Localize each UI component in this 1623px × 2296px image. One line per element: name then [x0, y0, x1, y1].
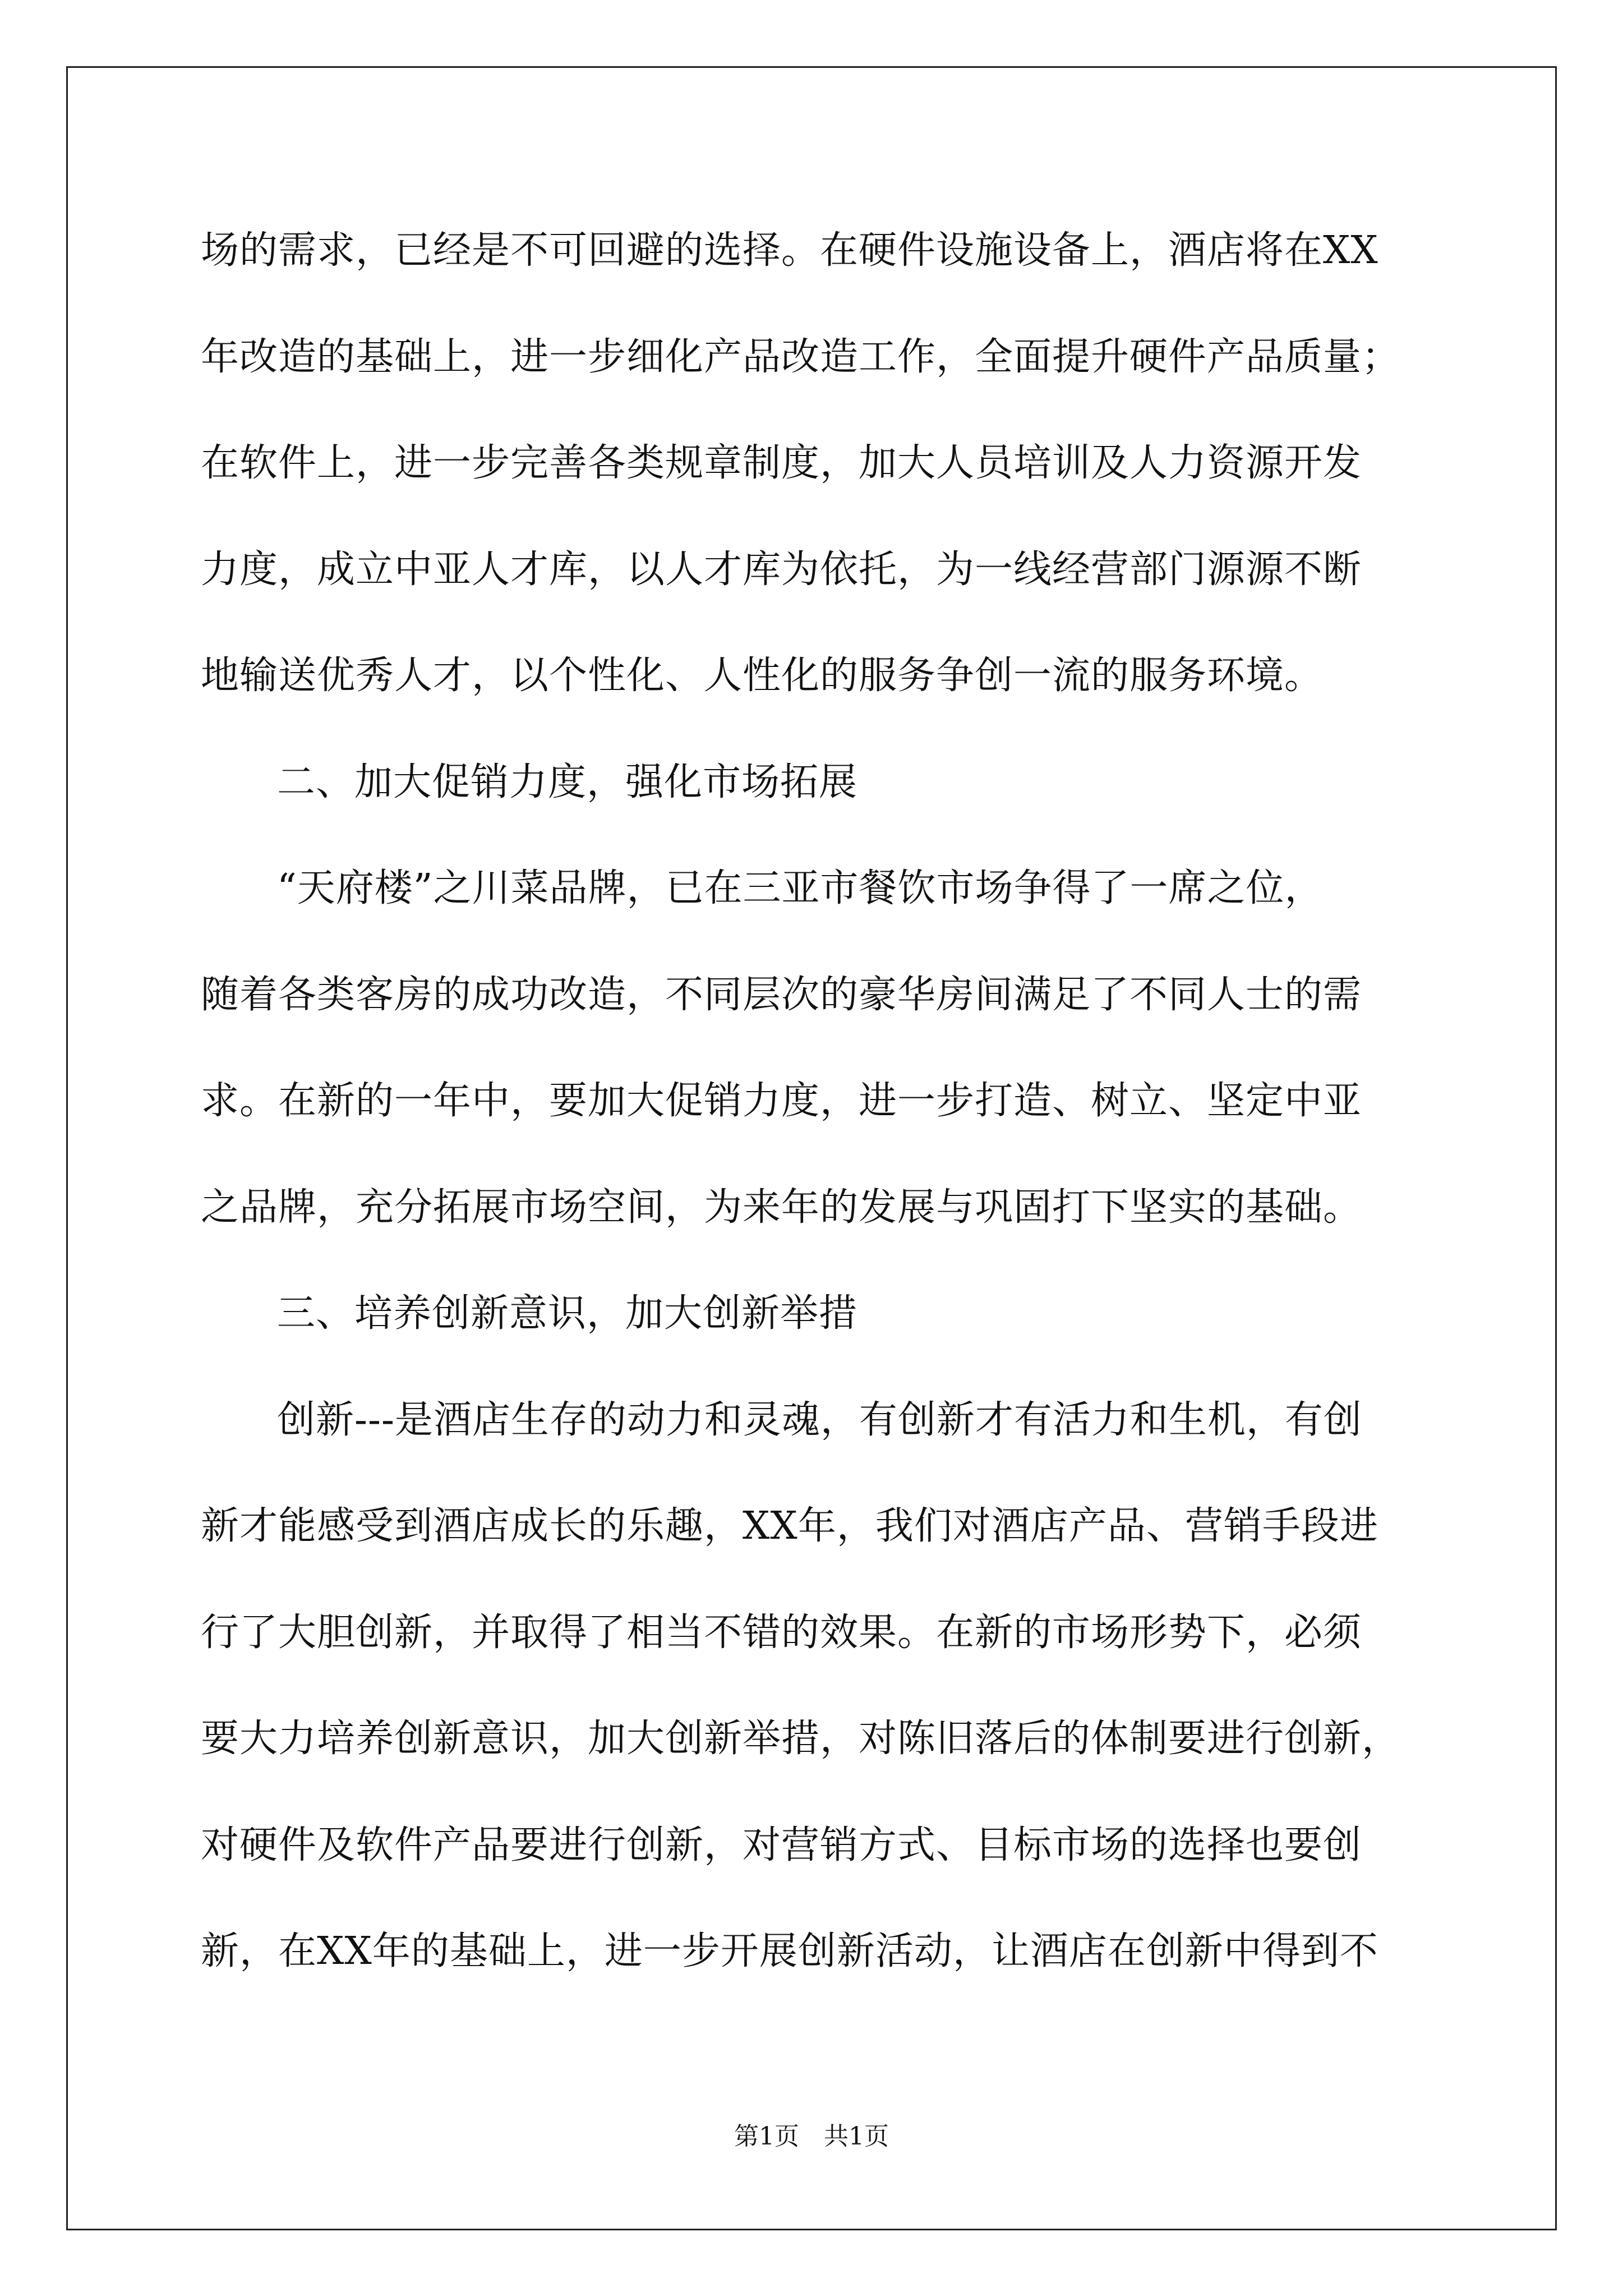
- body-line: 随着各类客房的成功改造，不同层次的豪华房间满足了不同人士的需: [201, 972, 1362, 1017]
- body-line: 新，在XX年的基础上，进一步开展创新活动，让酒店在创新中得到不: [201, 1929, 1378, 1973]
- body-line: 新才能感受到酒店成长的乐趣，XX年，我们对酒店产品、营销手段进: [201, 1504, 1378, 1548]
- body-line: “天府楼”之川菜品牌，已在三亚市餐饮市场争得了一席之位，: [277, 866, 1324, 910]
- section-heading: 二、加大促销力度，强化市场拓展: [277, 760, 858, 804]
- body-line: 力度，成立中亚人才库，以人才库为依托，为一线经营部门源源不断: [201, 547, 1362, 592]
- document-body: [201, 220, 1423, 2027]
- body-line: 求。在新的一年中，要加大促销力度，进一步打造、树立、坚定中亚: [201, 1079, 1362, 1123]
- body-line: 地输送优秀人才，以个性化、人性化的服务争创一流的服务环境。: [201, 654, 1324, 698]
- body-line: 要大力培养创新意识，加大创新举措，对陈旧落后的体制要进行创新，: [201, 1717, 1401, 1761]
- section-heading: 三、培养创新意识，加大创新举措: [277, 1291, 858, 1336]
- body-line: 年改造的基础上，进一步细化产品改造工作，全面提升硬件产品质量；: [201, 334, 1401, 379]
- body-line: 在软件上，进一步完善各类规章制度，加大人员培训及人力资源开发: [201, 441, 1362, 485]
- body-line: 之品牌，充分拓展市场空间，为来年的发展与巩固打下坚实的基础。: [201, 1185, 1362, 1230]
- body-line: 创新---是酒店生存的动力和灵魂，有创新才有活力和生机，有创: [277, 1397, 1362, 1442]
- body-line: 行了大胆创新，并取得了相当不错的效果。在新的市场形势下，必须: [201, 1610, 1362, 1655]
- body-line: 对硬件及软件产品要进行创新，对营销方式、目标市场的选择也要创: [201, 1823, 1362, 1867]
- body-line: 场的需求，已经是不可回避的选择。在硬件设施设备上，酒店将在XX: [201, 228, 1378, 273]
- page-number: 第1页 共1页: [734, 2122, 889, 2151]
